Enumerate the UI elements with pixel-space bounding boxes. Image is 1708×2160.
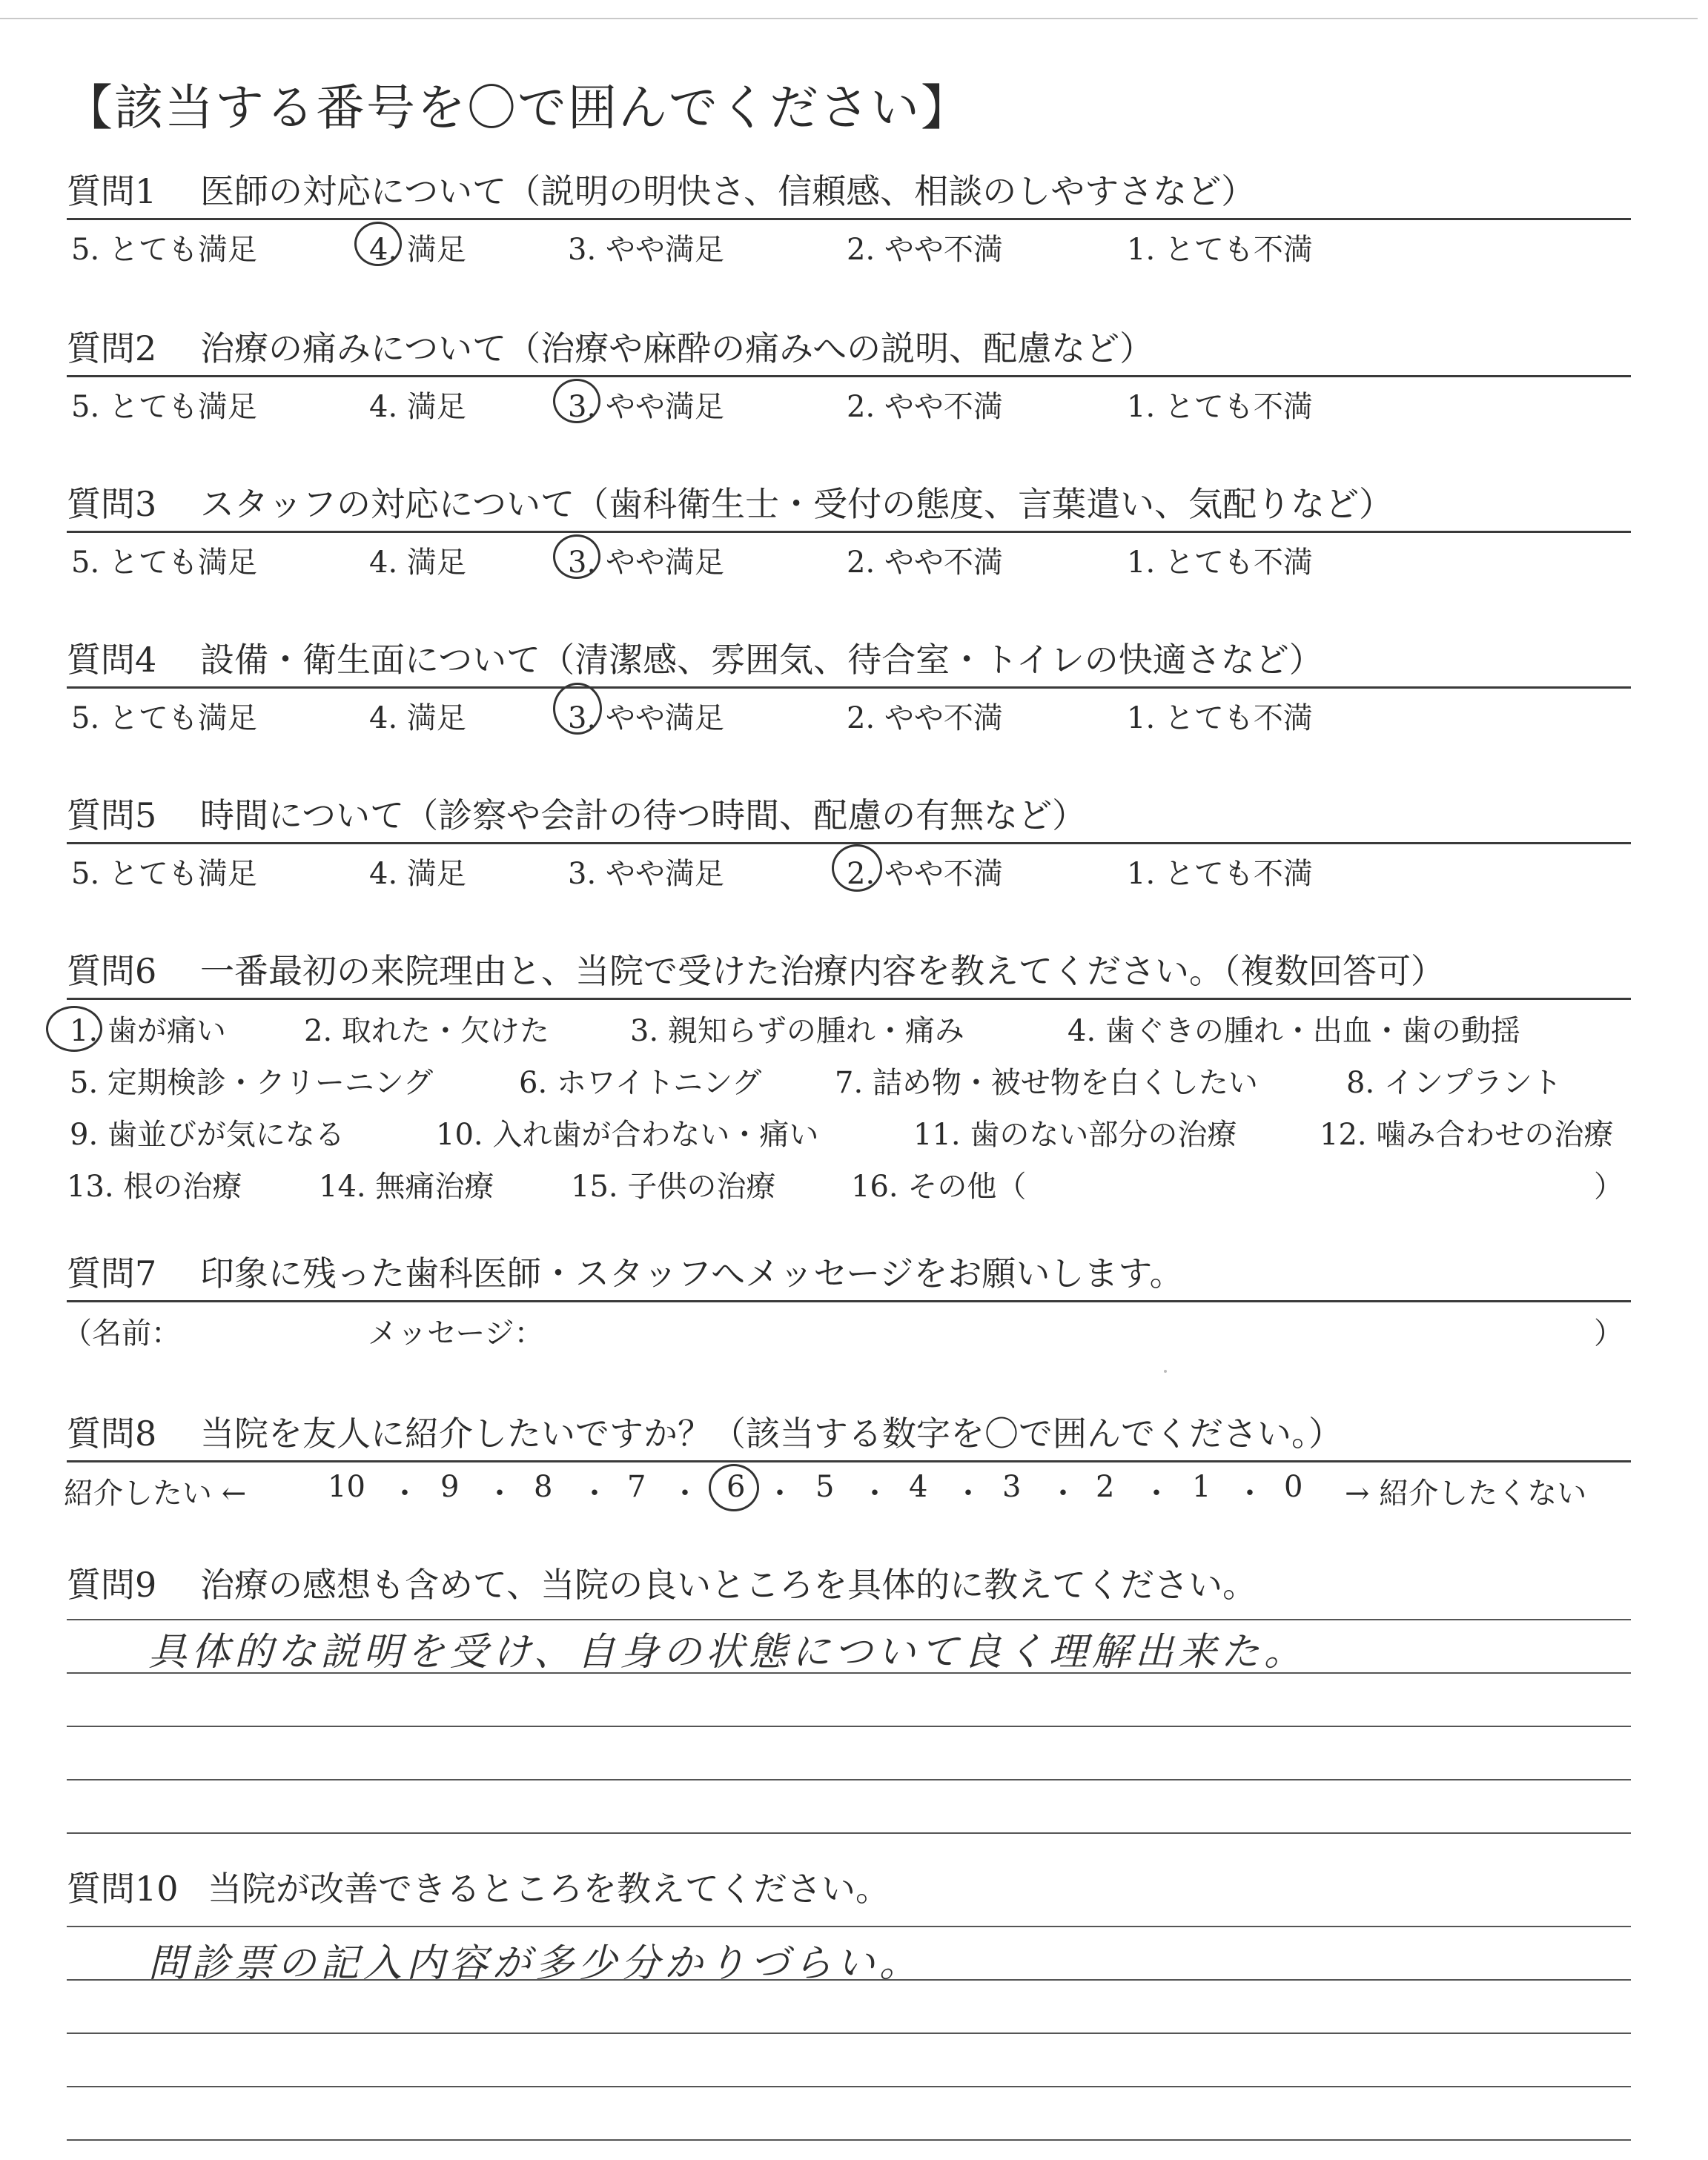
question-6: [67, 950, 1631, 1207]
scale-value-3[interactable]: 3: [1002, 1470, 1022, 1504]
handwritten-answer: 具体的な説明を受け、自身の状態について良く理解出来た。: [148, 1630, 1307, 1674]
ruled-line: [67, 2086, 1631, 2087]
question-8-header: [67, 1413, 1631, 1462]
rating-option-3[interactable]: 3. やや満足: [568, 857, 724, 891]
reason-option-9[interactable]: 9. 歯並びが気になる: [70, 1118, 345, 1152]
rating-options: [67, 689, 1631, 733]
question-number: 質問3: [67, 484, 157, 524]
hand-drawn-selection-circle: [354, 222, 402, 266]
ruled-line: [67, 1832, 1631, 1834]
scale-right-label: → 紹介したくない: [1345, 1477, 1587, 1511]
scale-separator: ・: [1142, 1477, 1171, 1511]
hand-drawn-selection-circle: [553, 379, 600, 423]
question-text: 治療の痛みについて（治療や麻酔の痛みへの説明、配慮など）: [200, 328, 1154, 368]
scale-separator: ・: [860, 1477, 890, 1511]
question-number: 質問6: [67, 951, 157, 991]
hand-drawn-selection-circle: [832, 844, 882, 892]
rating-option-1[interactable]: 1. とても不満: [1127, 857, 1313, 891]
message-row: [62, 1302, 1631, 1354]
rating-option-5[interactable]: 5. とても満足: [71, 233, 257, 267]
message-label: メッセージ：: [368, 1316, 544, 1351]
question-2-header: [67, 328, 1631, 377]
rating-option-1[interactable]: 1. とても不満: [1127, 390, 1313, 424]
rating-option-4[interactable]: 4. 満足: [369, 857, 466, 891]
question-number: 質問7: [67, 1253, 157, 1293]
reason-option-10[interactable]: 10. 入れ歯が合わない・痛い: [436, 1118, 819, 1152]
question-7: [62, 1253, 1631, 1354]
scale-separator: ・: [670, 1477, 700, 1511]
rating-options: [67, 844, 1631, 889]
question-text: 当院が改善できるところを教えてください。: [208, 1869, 890, 1909]
question-5: [67, 795, 1631, 889]
scale-left-label: 紹介したい ←: [64, 1477, 247, 1511]
rating-option-2[interactable]: 2. やや不満: [847, 233, 1003, 267]
question-number: 質問1: [67, 171, 157, 211]
rating-option-4[interactable]: 4. 満足: [369, 701, 466, 735]
reason-option-3[interactable]: 3. 親知らずの腫れ・痛み: [630, 1014, 964, 1048]
scale-value-6[interactable]: 6: [726, 1470, 746, 1504]
reason-option-14[interactable]: 14. 無痛治療: [319, 1170, 494, 1204]
rating-option-5[interactable]: 5. とても満足: [71, 857, 257, 891]
scale-separator: ・: [1235, 1477, 1265, 1511]
question-number: 質問4: [67, 640, 157, 680]
rating-option-1[interactable]: 1. とても不満: [1127, 701, 1313, 735]
reason-options-row-3: [67, 1104, 1631, 1156]
reason-options-row-1: [67, 1000, 1631, 1052]
question-number: 質問8: [67, 1414, 157, 1454]
reason-option-7[interactable]: 7. 詰め物・被せ物を白くしたい: [835, 1066, 1258, 1100]
page-title: 【該当する番号を〇で囲んでください】: [64, 79, 971, 136]
reason-options-row-4: [67, 1156, 1631, 1207]
question-text: 治療の感想も含めて、当院の良いところを具体的に教えてください。: [200, 1565, 1257, 1605]
question-number: 質問9: [67, 1565, 157, 1605]
question-number: 質問2: [67, 328, 157, 368]
question-5-header: [67, 795, 1631, 844]
reason-option-11[interactable]: 11. 歯のない部分の治療: [913, 1118, 1237, 1152]
rating-option-3[interactable]: 3. やや満足: [568, 233, 724, 267]
rating-option-1[interactable]: 1. とても不満: [1127, 546, 1313, 580]
scale-separator: ・: [580, 1477, 609, 1511]
question-3: [67, 483, 1631, 580]
reason-option-4[interactable]: 4. 歯ぐきの腫れ・出血・歯の動揺: [1068, 1014, 1520, 1048]
rating-option-1[interactable]: 1. とても不満: [1127, 233, 1313, 267]
handwritten-answer: 問診票の記入内容が多少分かりづらい。: [148, 1941, 923, 1986]
close-paren: ）: [1594, 1316, 1623, 1351]
scale-value-4[interactable]: 4: [909, 1470, 928, 1504]
rating-option-3[interactable]: 3. やや満足: [568, 701, 724, 735]
rating-option-3[interactable]: 3. やや満足: [568, 546, 724, 580]
rating-options: [67, 377, 1631, 422]
rating-option-4[interactable]: 4. 満足: [369, 546, 466, 580]
rating-option-3[interactable]: 3. やや満足: [568, 390, 724, 424]
question-10: [67, 1868, 1631, 2160]
rating-option-2[interactable]: 2. やや不満: [847, 390, 1003, 424]
recommend-scale: [64, 1462, 1631, 1511]
scale-value-9[interactable]: 9: [440, 1470, 460, 1504]
scale-value-8[interactable]: 8: [534, 1470, 553, 1504]
scale-value-1[interactable]: 1: [1192, 1470, 1211, 1504]
scale-value-5[interactable]: 5: [815, 1470, 835, 1504]
question-9-header: [67, 1564, 1631, 1611]
scan-edge-line: [0, 18, 1698, 19]
question-3-header: [67, 483, 1631, 533]
ruled-line: [67, 1926, 1631, 1927]
question-text: スタッフの対応について（歯科衛生士・受付の態度、言葉遣い、気配りなど）: [200, 484, 1394, 524]
rating-option-4[interactable]: 4. 満足: [369, 233, 466, 267]
reason-option-8[interactable]: 8. インプラント: [1346, 1066, 1562, 1100]
hand-drawn-selection-circle: [553, 534, 600, 579]
reason-option-2[interactable]: 2. 取れた・欠けた: [304, 1014, 549, 1048]
rating-option-5[interactable]: 5. とても満足: [71, 546, 257, 580]
rating-option-4[interactable]: 4. 満足: [369, 390, 466, 424]
scale-separator: ・: [765, 1477, 795, 1511]
ruled-line: [67, 1779, 1631, 1780]
scale-value-7[interactable]: 7: [627, 1470, 646, 1504]
scale-separator: ・: [390, 1477, 420, 1511]
rating-option-2[interactable]: 2. やや不満: [847, 701, 1003, 735]
ruled-line: [67, 1726, 1631, 1727]
scale-separator: ・: [485, 1477, 514, 1511]
answer-lines: [67, 1915, 1631, 2160]
question-text: 印象に残った歯科医師・スタッフへメッセージをお願いします。: [200, 1253, 1184, 1293]
reason-option-6[interactable]: 6. ホワイトニング: [519, 1066, 762, 1100]
question-8: [64, 1413, 1631, 1511]
rating-option-2[interactable]: 2. やや不満: [847, 857, 1003, 891]
question-text: 設備・衛生面について（清潔感、雰囲気、待合室・トイレの快適さなど）: [200, 640, 1323, 680]
hand-drawn-selection-circle: [46, 1006, 102, 1052]
question-6-header: [67, 950, 1631, 1000]
ruled-line: [67, 2139, 1631, 2141]
rating-option-5[interactable]: 5. とても満足: [71, 701, 257, 735]
rating-options: [67, 533, 1631, 580]
scale-value-10[interactable]: 10: [328, 1470, 365, 1504]
question-text: 当院を友人に紹介したいですか？（該当する数字を〇で囲んでください。）: [200, 1414, 1343, 1454]
hand-drawn-selection-circle: [709, 1464, 759, 1511]
scale-separator: ・: [953, 1477, 983, 1511]
question-1-header: [67, 170, 1631, 220]
reason-options-row-2: [67, 1052, 1631, 1104]
reason-option-5[interactable]: 5. 定期検診・クリーニング: [70, 1066, 434, 1100]
rating-option-5[interactable]: 5. とても満足: [71, 390, 257, 424]
reason-option-15[interactable]: 15. 子供の治療: [571, 1170, 776, 1204]
question-text: 一番最初の来院理由と、当院で受けた治療内容を教えてください。（複数回答可）: [200, 951, 1445, 991]
question-4: [67, 639, 1631, 733]
question-1: [67, 170, 1631, 265]
question-7-header: [67, 1253, 1631, 1302]
reason-option-1[interactable]: 1. 歯が痛い: [70, 1014, 226, 1048]
question-2: [67, 328, 1631, 422]
rating-options: [67, 220, 1631, 265]
scale-value-2[interactable]: 2: [1096, 1470, 1115, 1504]
hand-drawn-selection-circle: [553, 683, 602, 735]
question-text: 医師の対応について（説明の明快さ、信頼感、相談のしやすさなど）: [200, 171, 1256, 211]
scale-value-0[interactable]: 0: [1284, 1470, 1303, 1504]
question-text: 時間について（診察や会計の待つ時間、配慮の有無など）: [200, 795, 1087, 835]
name-label: （名前：: [62, 1316, 181, 1351]
scale-separator: ・: [1048, 1477, 1078, 1511]
scan-speck: [1164, 1370, 1167, 1373]
close-paren: ）: [1594, 1170, 1623, 1204]
rating-option-2[interactable]: 2. やや不満: [847, 546, 1003, 580]
question-4-header: [67, 639, 1631, 689]
reason-option-12[interactable]: 12. 噛み合わせの治療: [1320, 1118, 1614, 1152]
ruled-line: [67, 2033, 1631, 2034]
reason-option-13[interactable]: 13. 根の治療: [67, 1170, 242, 1204]
question-number: 質問10: [67, 1869, 179, 1909]
question-number: 質問5: [67, 795, 157, 835]
question-10-header: [67, 1868, 1631, 1915]
reason-option-16-other[interactable]: 16. その他（: [851, 1170, 1027, 1204]
